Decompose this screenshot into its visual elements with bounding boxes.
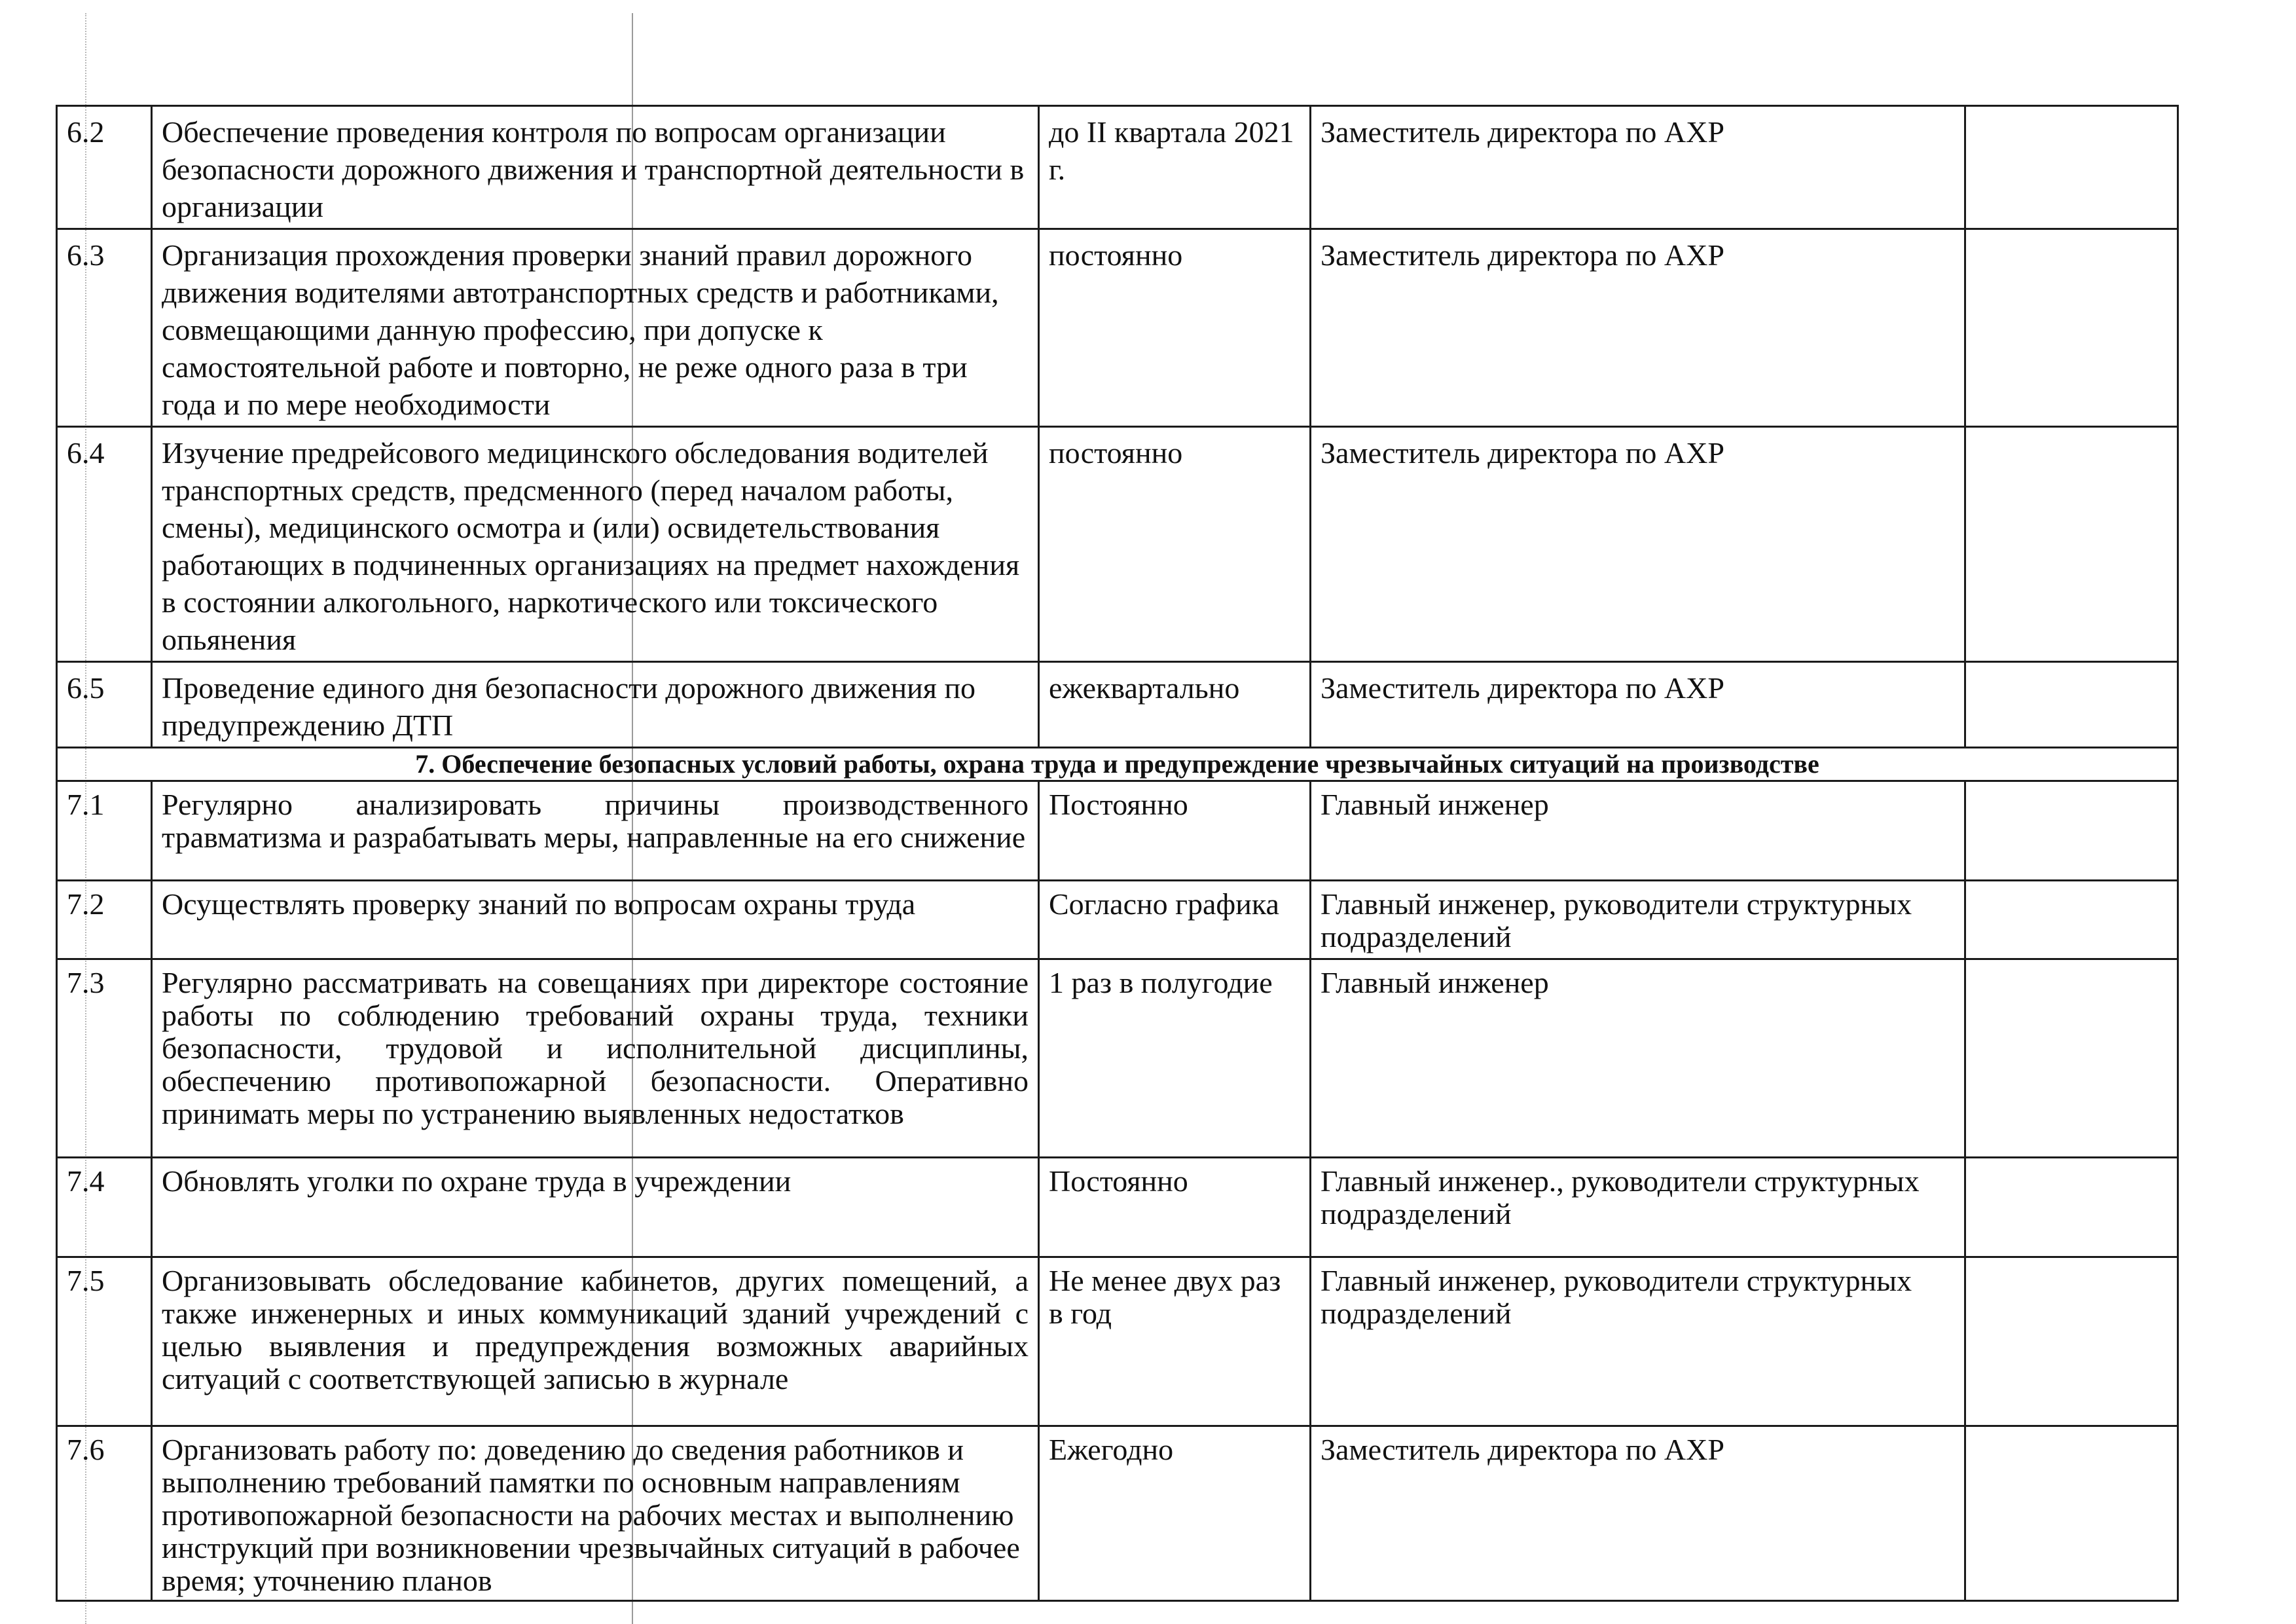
table-row: [57, 106, 2178, 229]
term-cell: Не менее двух раз в год: [1039, 1257, 1311, 1426]
responsible-cell: Главный инженер, руководители структурных подразделений: [1311, 881, 1965, 959]
note-cell: [1965, 959, 2178, 1158]
row-number: 7.5: [57, 1257, 152, 1426]
table-row: [57, 229, 2178, 427]
activity-text: Обеспечение проведения контроля по вопросам организации безопасности дорожного движения и транспортной деятельности в организации: [152, 106, 1039, 229]
table-row: [57, 1426, 2178, 1601]
activity-text: Организовать работу по: доведению до сведения работников и выполнению требований памятки по основным направлениям противопожарной безопасности на рабочих местах и выполнению инструкций при возникновении чрезвычайных ситуаций в рабочее время; уточнению планов: [152, 1426, 1039, 1601]
responsible-cell: Главный инженер, руководители структурных подразделений: [1311, 1257, 1965, 1426]
note-cell: [1965, 662, 2178, 748]
row-number: 6.3: [57, 229, 152, 427]
responsible-cell: Заместитель директора по АХР: [1311, 229, 1965, 427]
note-cell: [1965, 781, 2178, 881]
table-row: [57, 662, 2178, 748]
responsible-cell: Заместитель директора по АХР: [1311, 427, 1965, 662]
responsible-cell: Заместитель директора по АХР: [1311, 662, 1965, 748]
responsible-cell: Главный инженер., руководители структурных подразделений: [1311, 1158, 1965, 1257]
note-cell: [1965, 106, 2178, 229]
row-number: 7.4: [57, 1158, 152, 1257]
row-number: 6.4: [57, 427, 152, 662]
activity-text: Изучение предрейсового медицинского обследования водителей транспортных средств, предсменного (перед началом работы, смены), медицинского осмотра и (или) освидетельствования работающих в подчиненных организациях на предмет нахождения в состоянии алкогольного, наркотического или токсического опьянения: [152, 427, 1039, 662]
term-cell: Постоянно: [1039, 781, 1311, 881]
row-number: 6.5: [57, 662, 152, 748]
note-cell: [1965, 229, 2178, 427]
term-cell: постоянно: [1039, 229, 1311, 427]
responsible-cell: Заместитель директора по АХР: [1311, 106, 1965, 229]
table-row: [57, 427, 2178, 662]
table-row: [57, 959, 2178, 1158]
activity-text: Обновлять уголки по охране труда в учреждении: [152, 1158, 1039, 1257]
note-cell: [1965, 1257, 2178, 1426]
note-cell: [1965, 427, 2178, 662]
row-number: 7.1: [57, 781, 152, 881]
note-cell: [1965, 1426, 2178, 1601]
row-number: 7.2: [57, 881, 152, 959]
table-row: [57, 1158, 2178, 1257]
term-cell: ежеквартально: [1039, 662, 1311, 748]
term-cell: 1 раз в полугодие: [1039, 959, 1311, 1158]
row-number: 6.2: [57, 106, 152, 229]
responsible-cell: Заместитель директора по АХР: [1311, 1426, 1965, 1601]
activity-text: Регулярно рассматривать на совещаниях при директоре состояние работы по соблюдению требований охраны труда, техники безопасности, трудовой и исполнительной дисциплины, обеспечению противопожарной безопасности. Оперативно принимать меры по устранению выявленных недостатков: [152, 959, 1039, 1158]
activity-text: Организация прохождения проверки знаний правил дорожного движения водителями автотранспортных средств и работниками, совмещающими данную профессию, при допуске к самостоятельной работе и повторно, не реже одного раза в три года и по мере необходимости: [152, 229, 1039, 427]
term-cell: Постоянно: [1039, 1158, 1311, 1257]
term-cell: Ежегодно: [1039, 1426, 1311, 1601]
term-cell: Согласно графика: [1039, 881, 1311, 959]
row-number: 7.3: [57, 959, 152, 1158]
table-row: [57, 1257, 2178, 1426]
table-row: [57, 781, 2178, 881]
activity-text: Осуществлять проверку знаний по вопросам охраны труда: [152, 881, 1039, 959]
term-cell: до II квартала 2021 г.: [1039, 106, 1311, 229]
responsible-cell: Главный инженер: [1311, 781, 1965, 881]
note-cell: [1965, 1158, 2178, 1257]
activity-text: Проведение единого дня безопасности дорожного движения по предупреждению ДТП: [152, 662, 1039, 748]
section-heading: 7. Обеспечение безопасных условий работы, охрана труда и предупреждение чрезвычайных ситуаций на производстве: [57, 748, 2178, 781]
section-heading-row: [57, 748, 2178, 781]
activity-text: Регулярно анализировать причины производственного травматизма и разрабатывать меры, направленные на его снижение: [152, 781, 1039, 881]
row-number: 7.6: [57, 1426, 152, 1601]
responsible-cell: Главный инженер: [1311, 959, 1965, 1158]
table-row: [57, 881, 2178, 959]
activity-text: Организовывать обследование кабинетов, других помещений, а также инженерных и иных коммуникаций зданий учреждений с целью выявления и предупреждения возможных аварийных ситуаций с соответствующей записью в журнале: [152, 1257, 1039, 1426]
action-plan-table: [56, 105, 2179, 1602]
note-cell: [1965, 881, 2178, 959]
term-cell: постоянно: [1039, 427, 1311, 662]
